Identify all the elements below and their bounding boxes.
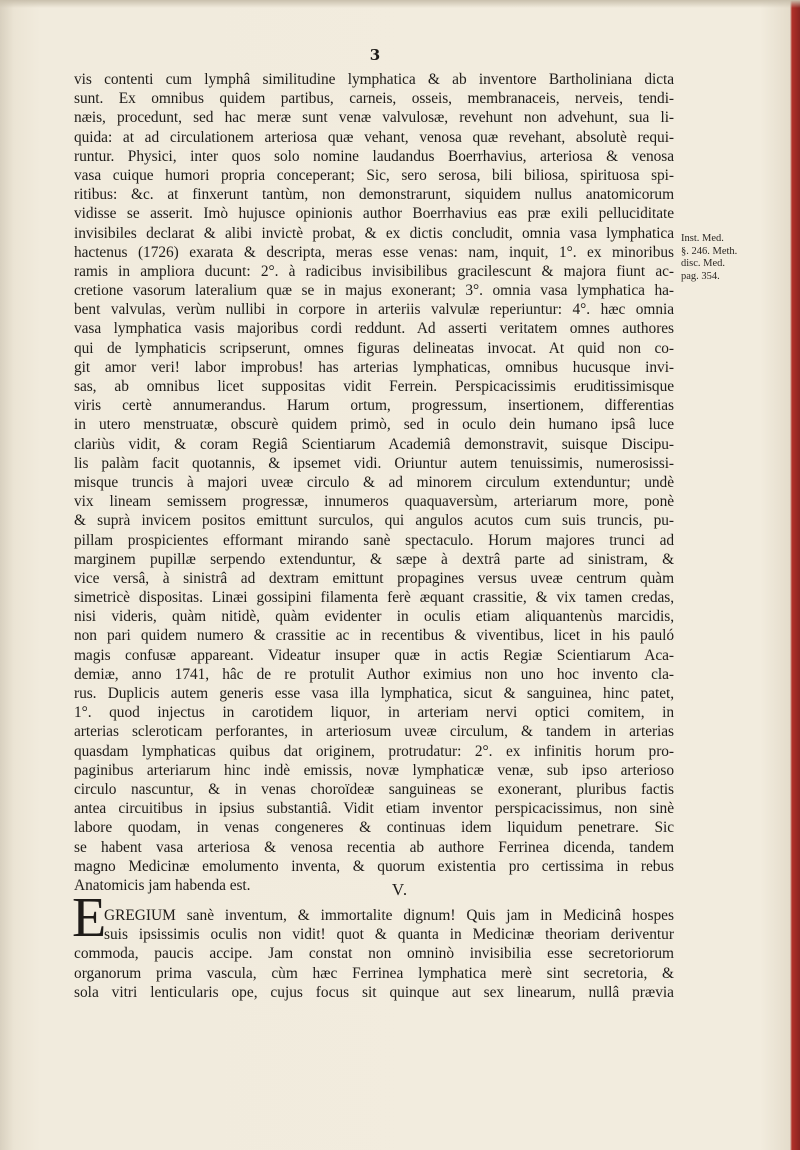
margin-note-line: Inst. Med. — [681, 233, 724, 244]
text-line: sas, ab omnibus licet suppositas vidit Ferrein. Perspicacissimis eruditissimisque — [74, 378, 674, 395]
text-line: simetricè dispositas. Linæi gossipini filamenta ferè æquant crassitie, & vix tamen credas, — [74, 589, 674, 607]
page-number: 3 — [369, 46, 381, 64]
text-line: pillam prospicientes efformant mirando sanè spectaculo. Horum majores trunci ad — [74, 531, 674, 549]
section-text-line: GREGIUM sanè inventum, & immortalite dignum! Quis jam in Medicinâ hospes — [104, 907, 674, 924]
text-line: viris certè annumerandus. Harum ortum, progressum, insertionem, differentias — [74, 397, 674, 415]
text-line: magis confusæ appareant. Videatur insuper quæ in actis Regiæ Scientiarum Aca- — [74, 646, 674, 664]
section-text-line: sola vitri lenticularis ope, cujus focus sit quinque aut sex linearum, nullâ prævia — [74, 983, 674, 1001]
drop-cap: E — [72, 887, 107, 949]
margin-note-line: §. 246. Meth. — [681, 245, 738, 257]
text-line: vix lineam semissem progressæ, innumeros quaquaversùm, arteriarum more, ponè — [74, 493, 674, 511]
text-line: marginem pupillæ serpendo extenduntur, & sæpe à dextrâ parte ad sinistram, & — [74, 550, 674, 568]
text-line: 1°. quod injectus in carotidem liquor, in arteriam nervi optici comitem, in — [74, 704, 674, 722]
text-line: arterias scleroticam perforantes, in arteriosum uveæ circulum, & tandem in arterias — [74, 723, 674, 741]
text-line: clariùs vidit, & coram Regiâ Scientiarum Academiâ demonstravit, suisque Discipu- — [74, 435, 674, 453]
text-line: bent valvulas, verùm nullibi in corpore in arteriis valvulæ reperiuntur: 4°. hæc omnia — [74, 301, 674, 319]
text-line: circulo nascuntur, & in venas choroïdeæ sanguineas se exonerant, pluribus factis — [74, 780, 674, 798]
text-line: paginibus arteriarum hinc indè emissis, novæ lymphaticæ venæ, sub ipso arterioso — [74, 761, 674, 779]
margin-note — [681, 233, 751, 283]
section-text-line: commoda, paucis accipe. Jam constat non omninò invisibilia esse secretoriorum — [74, 945, 674, 963]
text-line: demiæ, anno 1741, hâc de re protulit Author eximius non uno hoc invento cla- — [74, 665, 674, 683]
text-line: Anatomicis jam habenda est. — [74, 876, 251, 894]
text-line: sunt. Ex omnibus quidem partibus, carneis, osseis, membranaceis, nerveis, tendi- — [74, 90, 674, 108]
margin-note-line: pag. 354. — [681, 270, 720, 282]
text-line: vice versâ, à sinistrâ ad dextram emittunt propagines versus uveæ centrum quàm — [74, 569, 674, 587]
text-line: vasa lymphatica vasis majoribus cordi reddunt. Ad asserti veritatem omnes authores — [74, 320, 674, 338]
section-text-line: suis ipsissimis oculis non vidit! quot & quanta in Medicinæ theoriam deriventur — [104, 926, 674, 944]
text-line: misque truncis à majori uveæ circulo & ad minorem circulum extenduntur; undè — [74, 473, 674, 491]
margin-note-line: disc. Med. — [681, 258, 726, 269]
text-line: non pari quidem numero & crassitie ac in recentibus & viventibus, licet in his pauló — [74, 627, 674, 645]
text-line: næis, procedunt, sed hac meræ sunt venæ valvulosæ, revehunt non advehunt, sua li- — [74, 109, 674, 127]
text-line: quasdam lymphaticas quibus dat originem, protrudatur: 2°. ex infinitis horum pro- — [74, 742, 674, 760]
text-line: labore quodam, in venas congeneres & continuas idem liquidum penetrare. Sic — [74, 819, 674, 837]
section-text-line: organorum prima vascula, cùm hæc Ferrinea lymphatica merè sint secretoria, & — [74, 964, 674, 982]
page-top-edge — [0, 0, 800, 8]
text-line: vasa cuique humori propria conceperant; Sic, sero serosa, bili biliosa, spirituosa spi- — [74, 166, 674, 184]
body-text — [74, 70, 674, 895]
text-line: se habent vasa arteriosa & venosa recentia ab authore Ferrinea dicenda, tandem — [74, 838, 674, 856]
text-line: ritibus: &c. at finxerunt tantùm, non demonstrarunt, siquidem nullus anatomicorum — [74, 186, 674, 204]
text-line: vidisse se asserit. Imò hujusce opinionis author Boerrhavius eas præ exili pelluciditate — [74, 205, 674, 223]
text-line: lis palàm facit quotannis, & ipsemet vidi. Oriuntur autem tenuissimis, numerosissi- — [74, 454, 674, 472]
text-line: in utero menstruatæ, obscurè quidem primò, sed in oculo dein humano ipsâ luce — [74, 416, 674, 434]
section-heading: V. — [391, 880, 409, 899]
text-line: git amor veri! labor improbus! has arterias lymphaticas, omnibus hucusque invi- — [74, 358, 674, 376]
text-line: nisi videris, quàm nitidè, quàm evidenter in oculis etiam aliquantenùs marcidis, — [74, 608, 674, 626]
text-line: magno Medicinæ emolumento inventa, & quorum existentia pro certissima in rebus — [74, 857, 674, 875]
text-line: ramis in ampliora ducunt: 2°. à radicibus invisibilibus gracilescunt & majora fiunt ac- — [74, 262, 674, 280]
text-line: qui de lymphaticis scripserunt, omnes figuras delineatas invocat. At quid non co- — [74, 339, 674, 357]
text-line: quida: at ad circulationem arteriosa quæ vehant, venosa quæ revehant, absolutè requi- — [74, 128, 674, 146]
text-line: rus. Duplicis autem generis esse vasa illa lymphatica, sicut & sanguinea, hinc patet, — [74, 685, 674, 702]
text-line: antea circuitibus in ipsius substantiâ. Vidit etiam inventor perspicacissimus, non sinè — [74, 800, 674, 818]
text-line: invisibiles declarat & alibi invictè probat, & ex dictis concludit, omnia vasa lymphatica — [74, 224, 674, 242]
text-line: vis contenti cum lymphâ similitudine lymphatica & ab inventore Bartholiniana dicta — [74, 71, 674, 88]
text-line: hactenus (1726) exarata & descripta, meras esse venas: nam, inquit, 1°. ex minoribus — [74, 243, 674, 261]
text-line: cretione vasorum lateralium quæ se in majus exonerant; 3°. omnia vasa lymphatica ha- — [74, 282, 674, 300]
text-line: & suprà invicem positos emittunt surculos, qui angulos acutos cum suis truncis, pu- — [74, 512, 674, 530]
section-text — [74, 906, 674, 1002]
text-line: runtur. Physici, inter quos solo nomine laudandus Boerrhavius, arteriosa & venosa — [74, 147, 674, 165]
